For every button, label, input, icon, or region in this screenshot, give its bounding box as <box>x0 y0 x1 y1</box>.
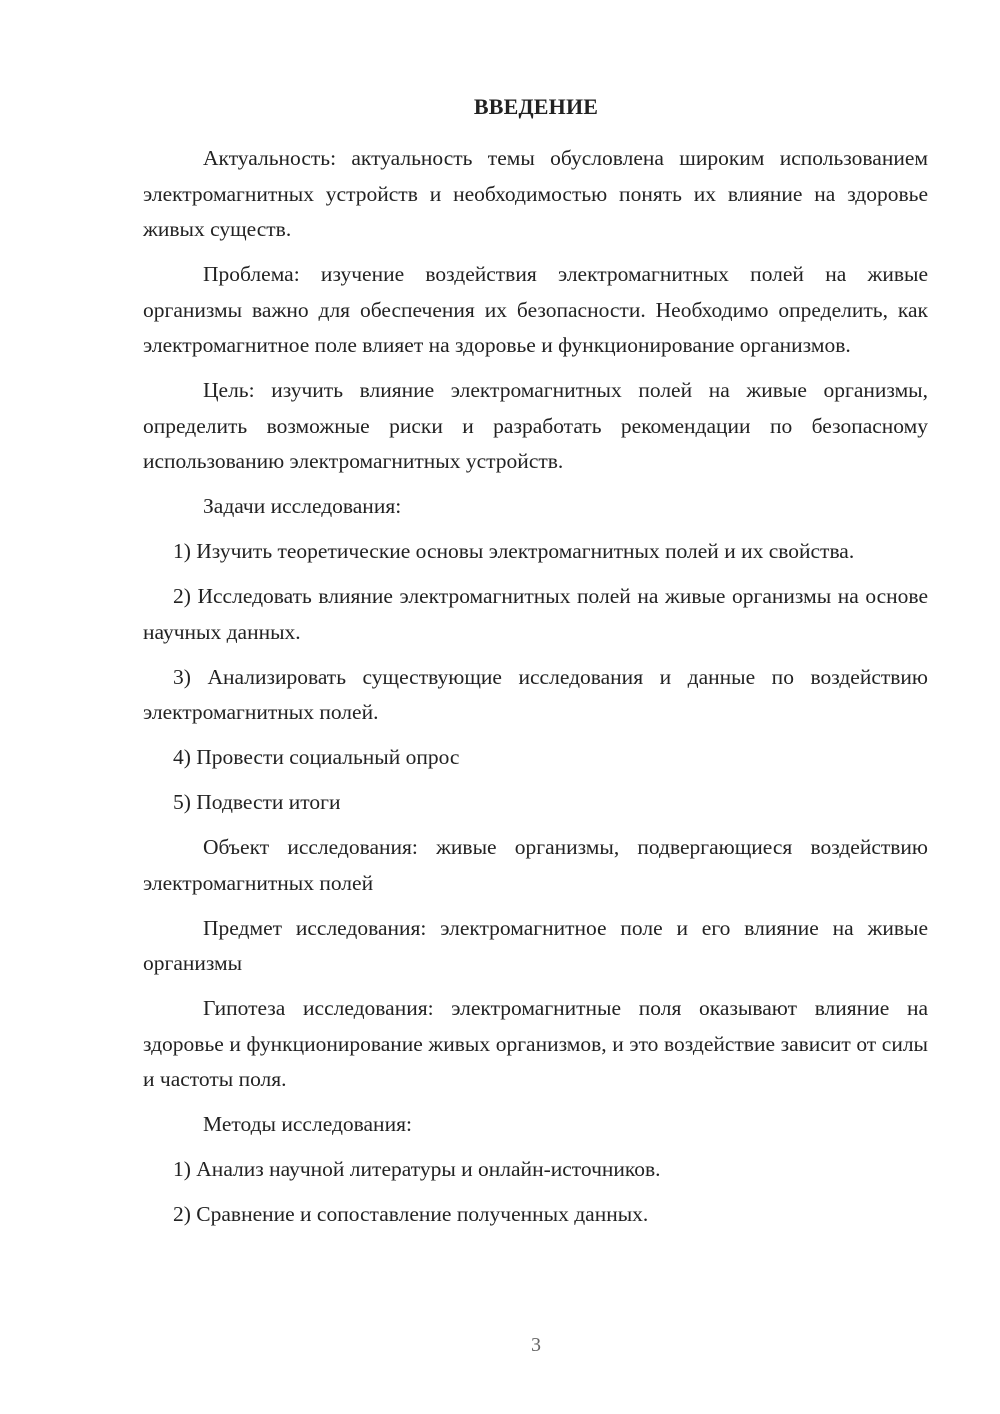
document-body <box>143 141 928 1242</box>
task-item-5: 5) Подвести итоги <box>173 790 341 814</box>
method-item-2: 2) Сравнение и сопоставление полученных данных. <box>173 1202 649 1226</box>
paragraph-hypothesis: Гипотеза исследования: электромагнитные поля оказывают влияние на здоровье и функционирование живых организмов, и это воздействие зависит от силы и частоты поля. <box>143 996 928 1091</box>
method-item-1: 1) Анализ научной литературы и онлайн-источников. <box>173 1157 661 1181</box>
paragraph-object: Объект исследования: живые организмы, подвергающиеся воздействию электромагнитных полей <box>143 835 928 895</box>
paragraph-tasks-heading: Задачи исследования: <box>203 494 402 518</box>
task-item-4: 4) Провести социальный опрос <box>173 745 460 769</box>
task-item-3: 3) Анализировать существующие исследования и данные по воздействию электромагнитных полей. <box>143 664 928 724</box>
paragraph-goal: Цель: изучить влияние электромагнитных полей на живые организмы, определить возможные риски и разработать рекомендации по безопасному использованию электромагнитных устройств. <box>143 378 928 473</box>
task-item-2: 2) Исследовать влияние электромагнитных полей на живые организмы на основе научных данных. <box>143 584 928 644</box>
paragraph-problem: Проблема: изучение воздействия электромагнитных полей на живые организмы важно для обеспечения их безопасности. Необходимо определить, как электромагнитное поле влияет на здоровье и функционирование организмов. <box>143 262 928 357</box>
paragraph-relevance: Актуальность: актуальность темы обусловлена широким использованием электромагнитных устройств и необходимостью понять их влияние на здоровье живых существ. <box>143 146 928 241</box>
paragraph-methods-heading: Методы исследования: <box>203 1112 412 1136</box>
section-title: ВВЕДЕНИЕ <box>473 94 599 119</box>
page-number: 3 <box>531 1334 541 1356</box>
paragraph-subject: Предмет исследования: электромагнитное поле и его влияние на живые организмы <box>143 915 928 975</box>
task-item-1: 1) Изучить теоретические основы электромагнитных полей и их свойства. <box>173 539 855 563</box>
